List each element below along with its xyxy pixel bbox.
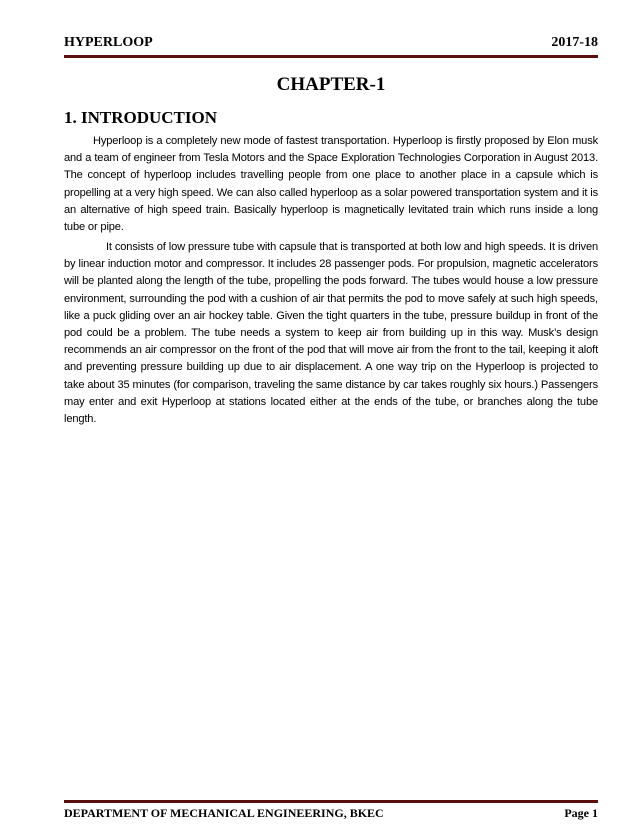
- header-year: 2017-18: [551, 35, 598, 50]
- page-footer: [64, 805, 598, 823]
- section-heading: 1. INTRODUCTION: [64, 108, 218, 127]
- header-divider: [64, 55, 598, 58]
- footer-department: DEPARTMENT OF MECHANICAL ENGINEERING, BKEC: [64, 806, 384, 820]
- chapter-title: CHAPTER-1: [276, 74, 386, 95]
- body-paragraph-2: It consists of low pressure tube with capsule that is transported at both low and high speeds. It is driven by linear induction motor and compressor. It includes 28 passenger pods. For propulsion, magnetic accelerators will be planted along the length of the tube, propelling the pods forward. The tubes would house a low pressure environment, surrounding the pod with a cushion of air that permits the pod to move safely at such high speeds, like a puck gliding over an air hockey table. Given the tight quarters in the tube, pressure buildup in front of the pod could be a problem. The tube needs a system to keep air from building up in this way. Musk’s design recommends an air compressor on the front of the pod that will move air from the front to the tail, keeping it aloft and preventing pressure building up due to air displacement. A one way trip on the Hyperloop is projected to take about 35 minutes (for comparison, traveling the same distance by car takes roughly six hours.) Passengers may enter and exit Hyperloop at stations located either at the ends of the tube, or branches along the tube length.: [64, 241, 598, 426]
- footer-divider: [64, 800, 598, 803]
- page-header: [64, 34, 598, 54]
- body-paragraph-1: Hyperloop is a completely new mode of fastest transportation. Hyperloop is firstly proposed by Elon musk and a team of engineer from Tesla Motors and the Space Exploration Technologies Corporation in August 2013. The concept of hyperloop includes travelling people from one place to another place in a capsule which is propelling at a very high speed. We can also called hyperloop as a solar powered transportation system and it is an alternative of high speed train. Basically hyperloop is magnetically levitated train which runs inside a long tube or pipe.: [64, 135, 598, 234]
- page-number: Page 1: [564, 806, 598, 820]
- header-title: HYPERLOOP: [64, 35, 153, 50]
